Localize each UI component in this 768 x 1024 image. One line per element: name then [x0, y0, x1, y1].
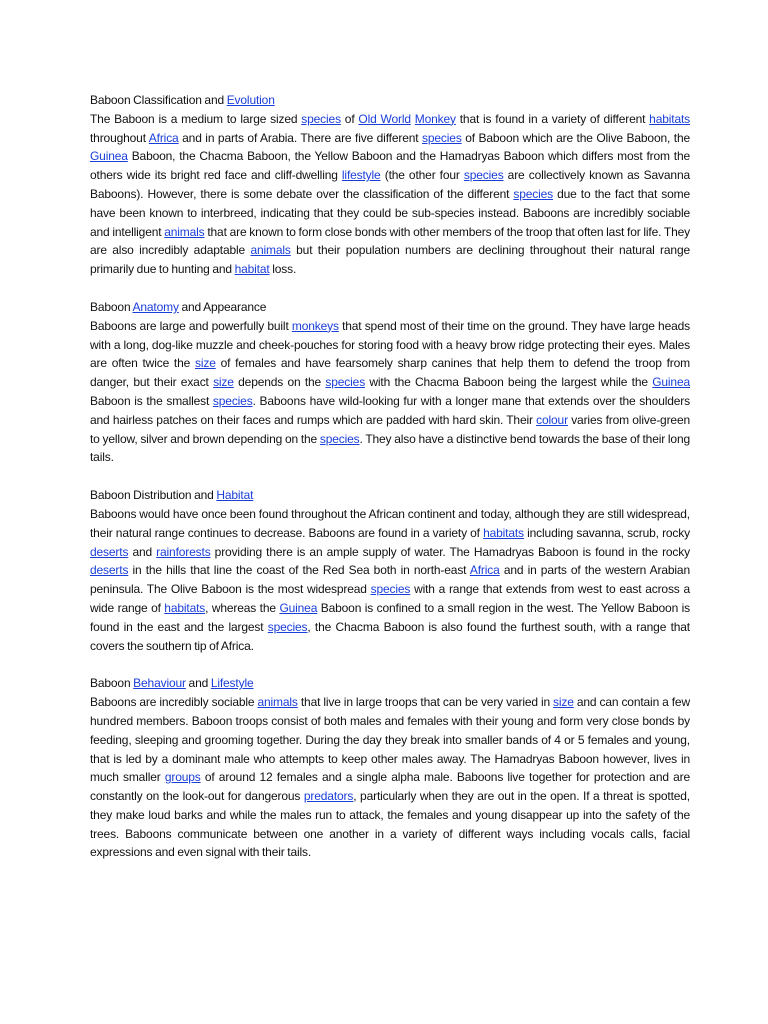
text-run: depends on the: [233, 375, 326, 390]
link-species[interactable]: species: [463, 168, 504, 183]
section-heading: [90, 486, 690, 505]
link-size[interactable]: size: [194, 356, 216, 371]
text-run: are collectively known as Savanna Baboons). However, there is some debate over the classification of the different: [90, 168, 690, 201]
link-species[interactable]: species: [422, 130, 462, 145]
link-monkey[interactable]: Monkey: [414, 111, 456, 126]
text-run: Baboon: [90, 299, 133, 314]
link-guinea[interactable]: Guinea: [279, 600, 318, 615]
link-rainforests[interactable]: rainforests: [156, 544, 211, 559]
link-lifestyle[interactable]: Lifestyle: [210, 676, 254, 691]
text-run: in the hills that line the coast of the Red Sea both in north-east: [128, 563, 470, 578]
link-species[interactable]: species: [301, 111, 341, 126]
link-species[interactable]: species: [325, 375, 366, 390]
document-page: [90, 91, 690, 881]
text-run: that are known to form close bonds with other members of the troop that often last for life. They are also incredibly adaptable: [90, 224, 690, 258]
text-run: and in parts of Arabia. There are five different: [178, 130, 423, 145]
link-deserts[interactable]: deserts: [90, 563, 129, 578]
text-run: (the other four: [380, 168, 464, 183]
text-run: Baboons are large and powerfully built: [90, 318, 292, 333]
text-run: but their population numbers are declining throughout their natural range primarily due to hunting and: [90, 243, 690, 277]
link-evolution[interactable]: Evolution: [226, 93, 275, 107]
section-heading: [90, 674, 690, 693]
section-paragraph: [90, 110, 690, 279]
text-run: providing there is an ample supply of water. The Hamadryas Baboon is found in the rocky: [210, 544, 690, 559]
link-habitat[interactable]: habitat: [234, 262, 270, 277]
link-guinea[interactable]: Guinea: [90, 149, 128, 164]
text-run: due to the fact that some have been known to interbreed, indicating that they could be sub-species instead. Baboons are incredibly sociable and intelligent: [90, 186, 690, 239]
text-run: Baboon, the Chacma Baboon, the Yellow Baboon and the Hamadryas Baboon which differs most from the others wide its bright red face and cliff-dwelling: [90, 149, 690, 183]
section-heading: [90, 298, 690, 317]
text-run: and: [128, 544, 157, 559]
section: [90, 674, 690, 862]
link-monkeys[interactable]: monkeys: [291, 318, 339, 333]
link-species[interactable]: species: [212, 393, 253, 408]
link-habitats[interactable]: habitats: [649, 111, 691, 126]
section-paragraph: [90, 693, 690, 862]
text-run: varies from olive-green to yellow, silver and brown depending on the: [90, 412, 691, 446]
link-species[interactable]: species: [267, 619, 308, 634]
text-run: of females and have fearsomely sharp canines that help them to defend the troop from danger, but their exact: [90, 356, 690, 390]
section-paragraph: [90, 317, 690, 467]
link-animals[interactable]: animals: [164, 224, 205, 239]
text-run: and Appearance: [178, 299, 267, 314]
link-lifestyle[interactable]: lifestyle: [341, 168, 381, 183]
text-run: loss.: [269, 262, 297, 277]
link-size[interactable]: size: [213, 375, 234, 390]
section-heading: [90, 91, 690, 110]
text-run: and in parts of the western Arabian peninsula. The Olive Baboon is the most widespread: [90, 563, 690, 597]
text-run: . They also have a distinctive bend towards the base of their long tails.: [90, 431, 690, 465]
text-run: , whereas the: [205, 600, 280, 615]
text-run: Baboon Distribution and: [90, 488, 217, 503]
text-run: with the Chacma Baboon being the largest while the: [365, 375, 653, 390]
link-species[interactable]: species: [513, 186, 554, 201]
text-run: The Baboon is a medium to large sized: [90, 111, 302, 126]
text-run: and can contain a few hundred members. Baboon troops consist of both males and females with their young and form very close bonds by feeding, sleeping and grooming together. During the day they break into smaller bands of 4 or 5 females and young, that is led by a dominant male who attempts to keep other males away. The Hamadryas Baboon however, lives in much smaller: [90, 695, 690, 785]
link-africa[interactable]: Africa: [148, 130, 179, 145]
text-run: that is found in a variety of different: [455, 111, 650, 126]
text-run: that live in large troops that can be very varied in: [297, 695, 554, 710]
text-run: Baboon is the smallest: [90, 393, 213, 408]
text-run: Baboons would have once been found throughout the African continent and today, although they are still widespread, their natural range continues to decrease. Baboons are found in a variety of: [90, 506, 690, 540]
section: [90, 486, 690, 655]
link-predators[interactable]: predators: [303, 789, 354, 804]
text-run: Baboons are incredibly sociable: [90, 695, 258, 710]
link-colour[interactable]: colour: [536, 412, 568, 427]
link-animals[interactable]: animals: [257, 695, 298, 710]
text-run: including savanna, scrub, rocky: [523, 525, 690, 540]
link-deserts[interactable]: deserts: [90, 544, 129, 559]
text-run: of around 12 females and a single alpha male. Baboons live together for protection and are constantly on the look-out for dangerous: [90, 770, 691, 804]
link-species[interactable]: species: [370, 582, 411, 597]
text-run: Baboon Classification and: [90, 93, 227, 107]
link-habitat[interactable]: Habitat: [216, 488, 254, 503]
section-paragraph: [90, 505, 690, 655]
link-guinea[interactable]: Guinea: [652, 375, 690, 390]
text-run: of Baboon which are the Olive Baboon, the: [461, 130, 690, 145]
text-run: Baboon: [90, 676, 134, 691]
link-habitats[interactable]: habitats: [483, 525, 524, 540]
link-habitats[interactable]: habitats: [164, 600, 206, 615]
text-run: throughout: [90, 130, 149, 145]
text-run: of: [340, 111, 359, 126]
link-africa[interactable]: Africa: [469, 563, 500, 578]
link-size[interactable]: size: [553, 695, 574, 710]
link-anatomy[interactable]: Anatomy: [132, 299, 179, 314]
text-run: Baboon is confined to a small region in the west. The Yellow Baboon is found in the east and the largest: [90, 600, 690, 634]
section: [90, 91, 690, 279]
text-run: , the Chacma Baboon is also found the furthest south, with a range that covers the southern tip of Africa.: [90, 619, 690, 653]
link-behaviour[interactable]: Behaviour: [133, 676, 186, 691]
text-run: that spend most of their time on the ground. They have large heads with a long, dog-like muzzle and cheek-pouches for storing food with a heavy brow ridge protecting their eyes. Males are often twice the: [90, 318, 690, 371]
text-run: with a range that extends from west to east across a wide range of: [90, 582, 690, 615]
text-run: . Baboons have wild-looking fur with a longer mane that extends over the shoulders and hairless patches on their faces and rumps which are padded with hard skin. Their: [90, 393, 690, 427]
text-run: , particularly when they are out in the open. If a threat is spotted, they make loud barks and while the males run to attack, the females and young disappear up into the safety of the trees. Baboons communicate between one another in a variety of different ways including vocals calls, facial expressions and even signal with their tails.: [90, 789, 690, 860]
link-species[interactable]: species: [319, 431, 360, 446]
link-groups[interactable]: groups: [164, 770, 201, 785]
section: [90, 298, 690, 467]
link-old-world[interactable]: Old World: [358, 111, 411, 126]
text-run: and: [185, 676, 211, 691]
link-animals[interactable]: animals: [250, 243, 291, 258]
